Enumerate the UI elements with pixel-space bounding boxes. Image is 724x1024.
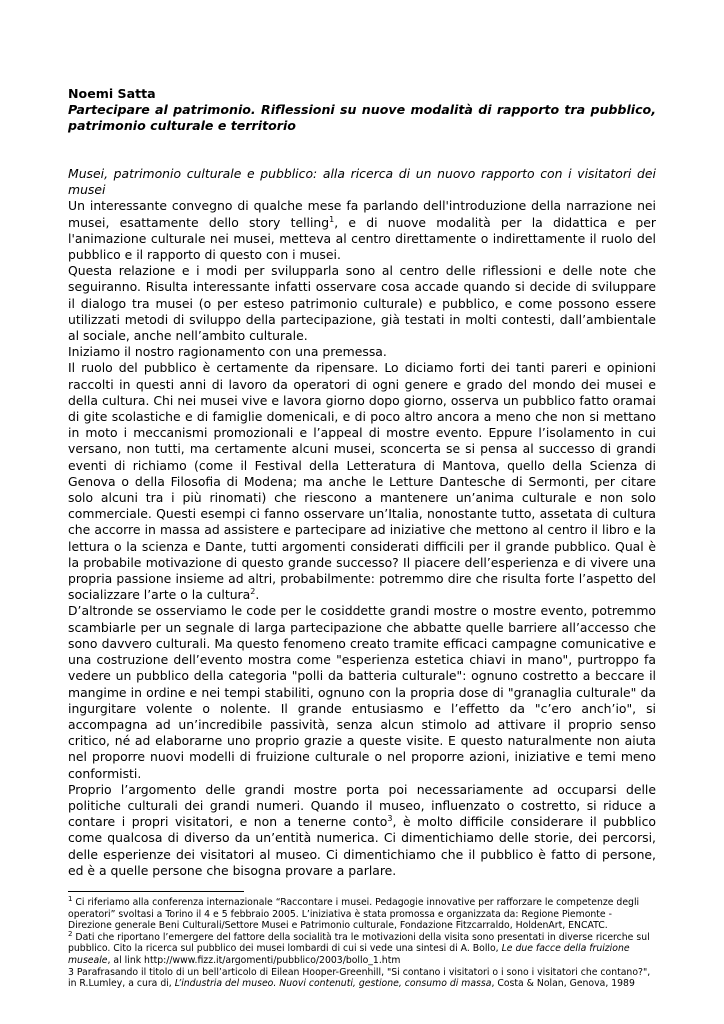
footnote-divider	[68, 891, 244, 892]
paragraph-6: Proprio l’argomento delle grandi mostre porta poi necessariamente ad occuparsi delle politiche culturali dei grandi numeri. Quando il museo, influenzato o costretto, si riduce a contare i propri visitatori, e non a tenerne conto$^3$, è molto difficile considerare il pubblico come qualcosa di diverso da un’entità numerica. Ci dimentichiamo delle storie, dei percorsi, delle esperienze dei visitatori al museo. Ci dimentichiamo che il pubblico è fatto di persone, ed è a quelle persone che bisogna provare a parlare.	[68, 781, 656, 878]
paragraph-1: Un interessante convegno di qualche mese fa parlando dell'introduzione della narrazione nei musei, esattamente dello story telling$^1$, e di nuove modalità per la didattica e per l'animazione culturale nei musei, metteva al centro direttamente o indirettamente il ruolo del pubblico e il rapporto di questo con i musei.	[68, 198, 656, 263]
document-page	[68, 86, 656, 990]
paragraph-4: Il ruolo del pubblico è certamente da ripensare. Lo diciamo forti dei tanti pareri e opinioni raccolti in questi anni di lavoro da operatori di ogni genere e grado del mondo dei musei e della cultura. Chi nei musei vive e lavora giorno dopo giorno, osserva un pubblico fatto oramai di gite scolastiche e di famiglie domenicali, e di poco altro ancora a meno che non si mettano in moto i meccanismi promozionali e l’appeal di mostre evento. Eppure l’isolamento in cui versano, non tutti, ma certamente alcuni musei, sconcerta se si pensa al successo di grandi eventi di richiamo (come il Festival della Letteratura di Mantova, quello della Scienza di Genova o della Filosofia di Modena; ma anche le Letture Dantesche di Sermonti, per citare solo alcuni tra i più rinomati) che riescono a mantenere un’anima culturale e non solo commerciale. Questi esempi ci fanno osservare un’Italia, nonostante tutto, assetata di cultura che accorre in massa ad assistere e partecipare ad iniziative che mettono al centro il libro e la lettura o la scienza e Dante, tutti argomenti considerati difficili per il grande pubblico. Qual è la probabile motivazione di questo grande successo? Il piacere dell’esperienza e di vivere una propria passione insieme ad altri, probabilmente: potremmo dire che risulta forte l’aspetto del socializzare l’arte o la cultura$^2$.	[68, 360, 656, 603]
paragraph-2: Questa relazione e i modi per svilupparla sono al centro delle riflessioni e delle note che seguiranno. Risulta interessante infatti osservare cosa accade quando si decide di sviluppare il dialogo tra musei (o per esteso patrimonio culturale) e pubblico, e come possono essere utilizzati metodi di sviluppo della partecipazione, già testati in molti contesti, dall’ambientale al sociale, anche nell’ambito culturale.	[68, 263, 656, 344]
footnote-ref-2[interactable]: 2	[250, 587, 256, 597]
spacer	[68, 134, 656, 166]
document-title: Partecipare al patrimonio. Riflessioni su nuove modalità di rapporto tra pubblico, patrimonio culturale e territorio	[68, 102, 656, 133]
footnote-2: $^2$ Dati che riportano l’emergere del fattore della socialità tra le motivazioni della visita sono presentati in diverse ricerche sul pubblico. Cito la ricerca sul pubblico dei musei lombardi di cui si vede una sintesi di A. Bollo, Le due facce della fruizione museale, al link http://www.fizz.it/argomenti/pubblico/2003/bollo_1.htm	[68, 929, 650, 966]
footnote-ref-3[interactable]: 3	[387, 814, 393, 824]
footnote-1: $^1$ Ci riferiamo alla conferenza internazionale “Raccontare i musei. Pedagogie innovative per rafforzare le competenze degli operatori” svoltasi a Torino il 4 e 5 febbraio 2005. L’iniziativa è stata promossa e organizzata da: Regione Piemonte - Direzione generale Beni Culturali/Settore Musei e Patrimonio culturale, Fondazione Fitzcarraldo, HoldenArt, ENCATC.	[68, 894, 640, 932]
author-name: Noemi Satta	[68, 86, 156, 101]
section-title: Musei, patrimonio culturale e pubblico: alla ricerca di un nuovo rapporto con i visitatori dei musei	[68, 166, 656, 198]
footnote-ref-1[interactable]: 1	[329, 214, 335, 224]
paragraph-5: D’altronde se osserviamo le code per le cosiddette grandi mostre o mostre evento, potremmo scambiarle per un segnale di larga partecipazione che abbatte quelle barriere all’accesso che sono davvero culturali. Ma questo fenomeno creato tramite efficaci campagne comunicative e una costruzione dell’evento mostra come "esperienza estetica chiavi in mano", purtroppo fa vedere un pubblico della categoria "polli da batteria culturale": ognuno costretto a beccare il mangime in ordine e nei tempi stabiliti, ognuno con la propria dose di "granaglia culturale" da ingurgitare volente o nolente. Il grande entusiasmo e l’effetto da "c’ero anch’io", si accompagna ad un’incredibile passività, senza alcun stimolo ad attivare il proprio senso critico, né ad elaborarne uno proprio grazie a queste visite. E questo naturalmente non aiuta nel proporre nuovi modelli di fruizione culturale o nel proporre azioni, iniziative e temi meno conformisti.	[68, 603, 656, 781]
footnote-3: 3 Parafrasando il titolo di un bell’articolo di Eilean Hooper-Greenhill, "Si contano i visitatori o i sono i visitatori che contano?", in R.Lumley, a cura di, L’industria del museo. Nuovi contenuti, gestione, consumo di massa, Costa & Nolan, Genova, 1989	[68, 966, 651, 990]
footnote-link[interactable]: , al link http://www.fizz.it/argomenti/pubblico/2003/bollo_1.htm	[107, 954, 401, 966]
paragraph-3: Iniziamo il nostro ragionamento con una premessa.	[68, 344, 387, 360]
